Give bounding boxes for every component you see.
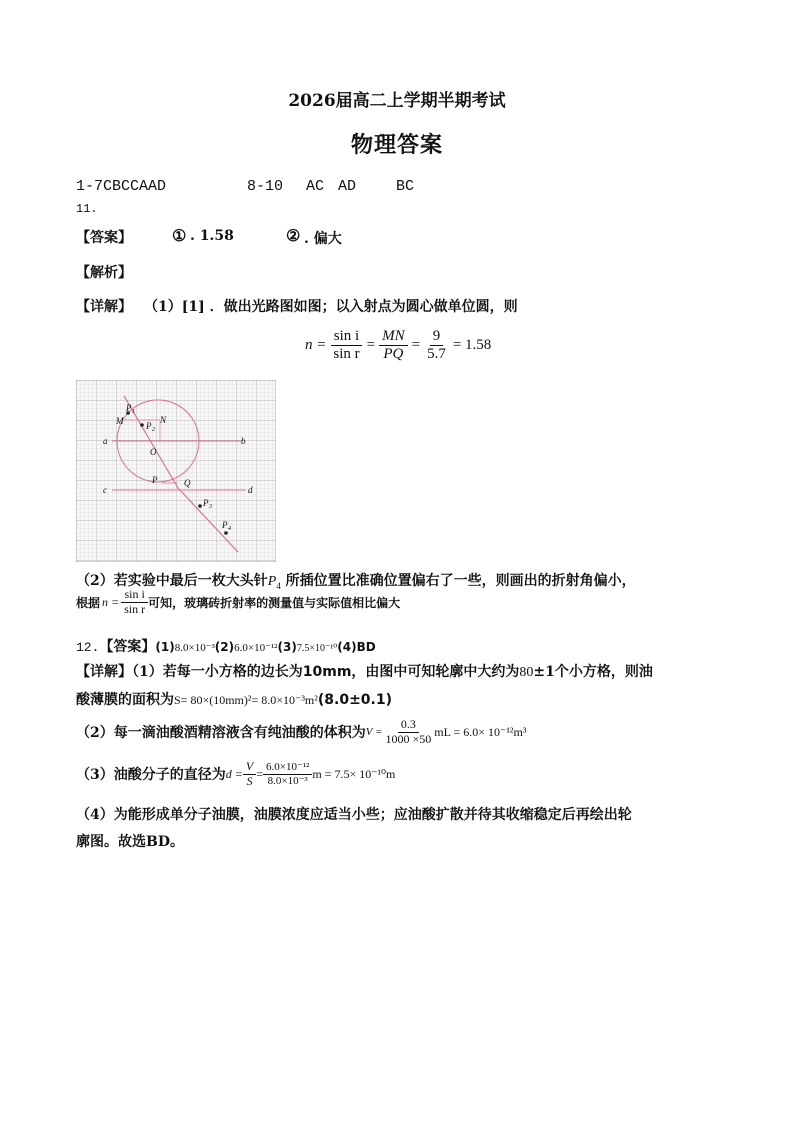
q11-number: 11. <box>76 202 98 216</box>
q12-detail-3: （3）油酸分子的直径为 d = $\frac{V}{S}$ = $\frac{\text{6.0×10⁻¹²}}{\text{8.0×10⁻³}}$ m = 7.5× 10⁻¹⁰m <box>76 759 396 788</box>
q12-a1: 8.0×10⁻³ <box>174 642 215 654</box>
q11-answer2: . 偏大 <box>304 231 342 247</box>
q12-p3-den2: 8.0×10⁻³ <box>267 774 308 787</box>
q12-detail-line1 <box>76 661 653 681</box>
q12-detail-line2 <box>76 689 392 709</box>
q12-p1-a: （1）若每一小方格的边长为 <box>132 664 303 680</box>
formula-mn: MN <box>379 328 408 346</box>
label-m: M <box>116 416 124 426</box>
mc-answer-10: BC <box>396 178 415 195</box>
label-p2-sub: 2 <box>152 427 155 433</box>
label-c: c <box>103 485 107 495</box>
q12-p4-line2: 廓图。故选BD。 <box>76 834 184 850</box>
formula-sin-den: sin r <box>333 346 360 363</box>
q12-a1-label: (1) <box>155 640 175 654</box>
q12-a2: 6.0×10⁻¹² <box>234 642 278 654</box>
q12-p3-result: m = 7.5× 10⁻¹⁰m <box>312 766 396 781</box>
q12-p2-den: 1000 ×50 <box>385 731 432 746</box>
q12-a4-label: (4) <box>337 640 357 654</box>
q11-part2-n: n = <box>102 594 120 609</box>
exam-title: 2026届高二上学期半期考试 <box>288 91 506 111</box>
q12-answer-line <box>76 636 376 656</box>
q12-p2-num: 0.3 <box>398 718 419 733</box>
q12-p2-v: V = <box>365 726 383 739</box>
mc-range-8-10: 8-10 <box>247 178 284 195</box>
q11-detail-tag: 【详解】 <box>76 299 132 315</box>
label-o: O <box>150 447 157 457</box>
mc-answer-8: AC <box>306 178 325 195</box>
q12-p3-fraction1 <box>243 760 256 789</box>
q12-answer-tag: 【答案】 <box>99 639 156 655</box>
q12-detail-2 <box>76 718 526 747</box>
refraction-formula: n = $\frac{\text{sin i}}{\text{sin r}}$ = $\frac{MN}{PQ}$ = $\frac{9}{5.7}$ = 1.58 <box>305 328 492 363</box>
q12-p1-line2-a: 酸薄膜的面积为 <box>76 692 174 708</box>
label-n: N <box>160 415 167 425</box>
q12-p2-fraction <box>382 718 434 747</box>
q12-p3-num2: 6.0×10⁻¹² <box>263 761 312 775</box>
q11-part2-num: sin i <box>121 588 147 603</box>
q11-answer1-mark: ① <box>172 226 187 245</box>
pin-p3 <box>198 504 202 508</box>
q11-part2-text-b: 所插位置比准确位置偏右了一些，则画出的折射角偏小， <box>280 573 636 589</box>
q12-p1-b: 10mm <box>302 664 352 680</box>
label-p4: P <box>222 520 228 530</box>
formula-result: = 1.58 <box>452 337 492 354</box>
label-p3-sub: 3 <box>209 504 212 510</box>
label-p: P <box>152 475 158 485</box>
formula-pq: PQ <box>383 346 404 363</box>
label-p3: P <box>203 498 209 508</box>
label-a: a <box>103 436 108 446</box>
q12-a2-label: (2) <box>214 640 235 654</box>
q12-p1-d: 80 <box>519 665 534 680</box>
q12-p1-e: ±1个小方格，则油 <box>533 664 653 680</box>
label-p2: P <box>146 421 152 431</box>
q12-number: 12. <box>76 640 100 655</box>
q11-part2-p4: P <box>267 574 277 589</box>
grid <box>76 380 276 562</box>
label-b: b <box>241 436 246 446</box>
q11-part2-prefix: 根据 <box>76 595 101 610</box>
formula-five-seven: 5.7 <box>427 346 446 363</box>
q12-a3-label: (3) <box>277 640 297 654</box>
q11-analysis-tag: 【解析】 <box>76 265 132 281</box>
subject-title: 物理答案 <box>350 132 443 158</box>
q12-p3-num1: V <box>243 760 256 775</box>
label-p1-sub: 1 <box>132 409 135 415</box>
label-d: d <box>248 485 253 495</box>
q11-answer-tag: 【答案】 <box>76 230 132 246</box>
q11-part2-suffix: 可知，玻璃砖折射率的测量值与实际值相比偏大 <box>148 595 401 610</box>
q12-p3-fraction2 <box>263 761 312 787</box>
q12-detail-tag: 【详解】 <box>76 664 132 680</box>
label-p1: P <box>126 403 132 413</box>
formula-value-fraction <box>424 328 449 364</box>
q12-p1-range: (8.0±0.1) <box>317 692 393 708</box>
q11-part2-line2 <box>76 588 400 617</box>
formula-lhs: n = <box>305 337 327 354</box>
q12-p2-result: mL = 6.0× 10⁻¹²m³ <box>434 724 527 739</box>
formula-sin-fraction <box>330 328 362 364</box>
q11-part2-p4-sub: 4 <box>276 580 281 591</box>
q11-part2-den: sin r <box>124 601 146 616</box>
q12-p2-text: （2）每一滴油酸酒精溶液含有纯油酸的体积为 <box>76 725 366 742</box>
q11-answer1: . 1.58 <box>190 228 234 244</box>
q12-a3: 7.5×10⁻¹⁰ <box>296 643 338 654</box>
label-q: Q <box>184 478 191 488</box>
pin-p2 <box>140 423 144 427</box>
q11-answer2-mark: ② <box>286 226 301 245</box>
q12-p3-den1: S <box>246 773 253 788</box>
light-path-figure <box>76 380 276 562</box>
q11-detail-text: （1）[1] ．做出光路图如图；以入射点为圆心做单位圆，则 <box>144 299 518 315</box>
q12-p1-area-formula: S= 80×(10mm)²= 8.0×10⁻³m² <box>174 693 318 707</box>
label-p4-sub: 4 <box>228 526 231 532</box>
mc-answers-1-7: 1-7CBCCAAD <box>76 178 167 195</box>
mc-answer-9: AD <box>338 178 357 195</box>
q12-p3-text: （3）油酸分子的直径为 <box>76 767 226 784</box>
formula-nine: 9 <box>430 328 444 346</box>
q12-p3-d: d = <box>225 766 243 781</box>
q11-part2-fraction <box>121 588 148 617</box>
q12-a4: BD <box>356 640 376 654</box>
q12-p1-c: ，由图中可知轮廓中大约为 <box>351 664 520 680</box>
formula-length-fraction <box>379 328 408 364</box>
q11-part2-text-a: （2）若实验中最后一枚大头针 <box>76 573 268 589</box>
formula-sin-num: sin i <box>331 328 362 346</box>
q12-p4-line1: （4）为能形成单分子油膜，油膜浓度应适当小些；应油酸扩散并待其收缩稳定后再绘出轮 <box>76 807 632 823</box>
